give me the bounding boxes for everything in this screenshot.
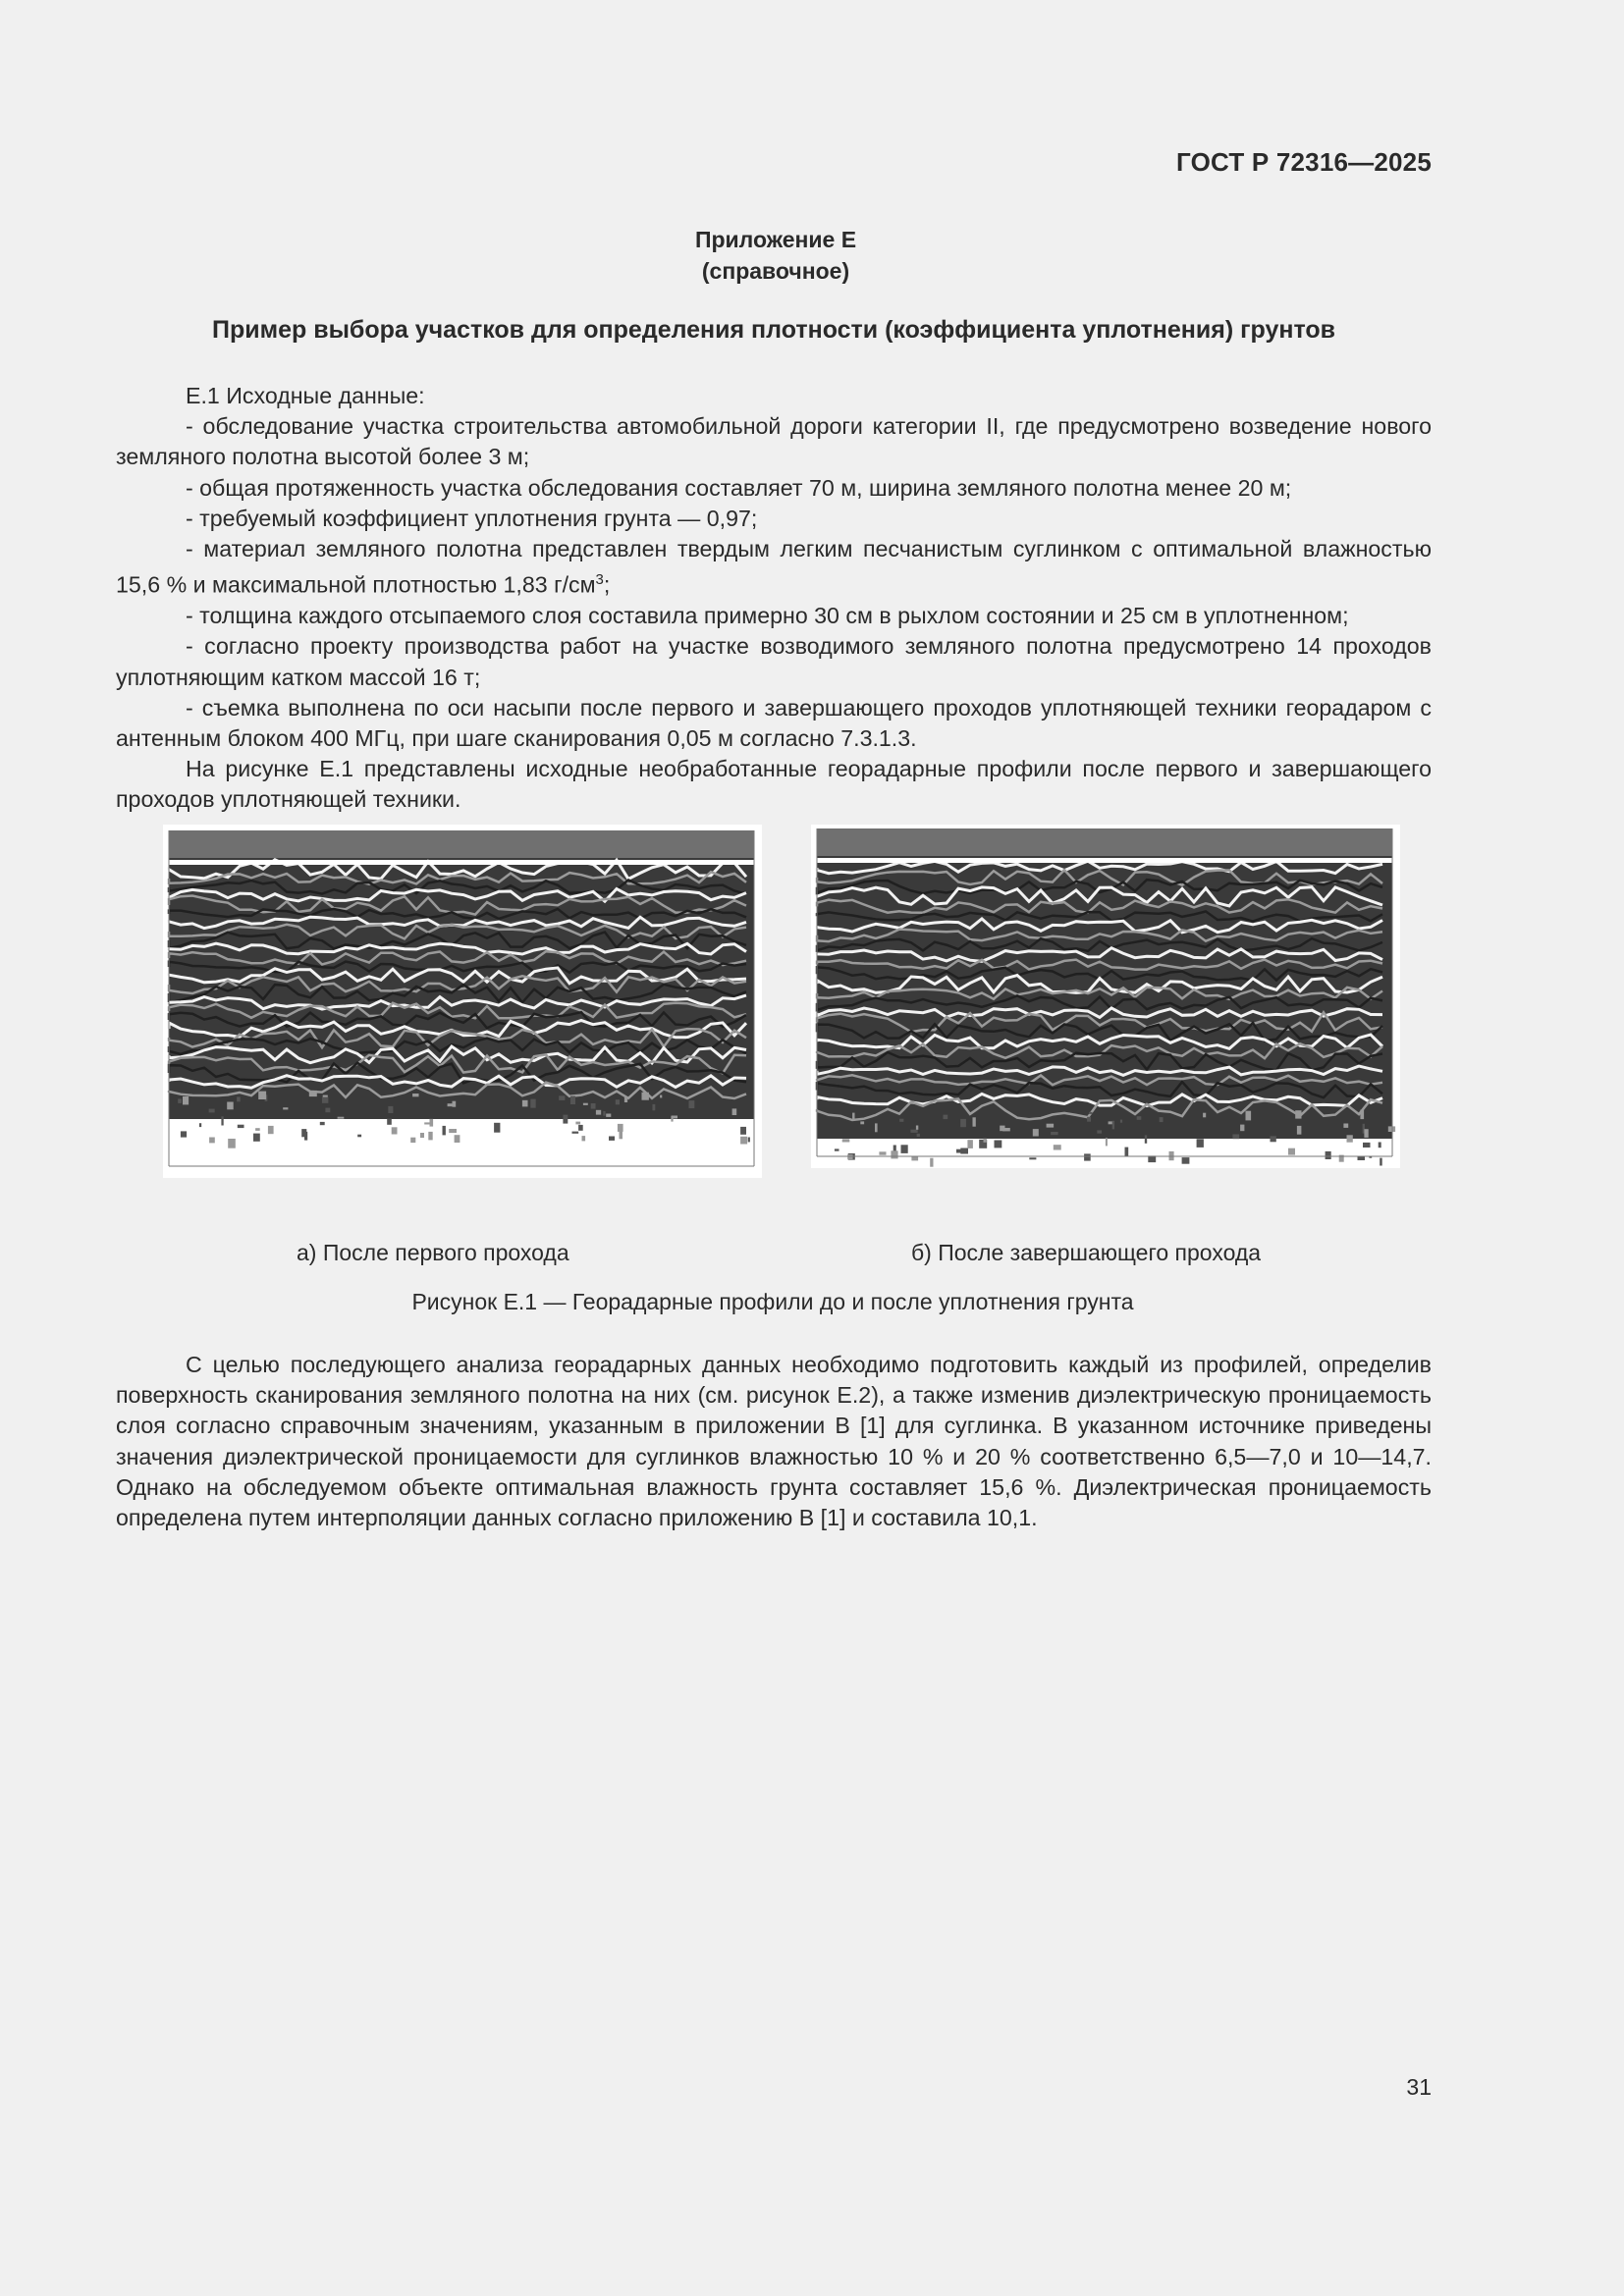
material-text: - материал земляного полотна представлен твердым легким песчанистым суглинком с оптимальной влажностью 15,6 % и максимальной плотностью 1,83 г/см	[116, 536, 1432, 598]
appendix-title: Приложение Е	[694, 227, 857, 252]
appendix-subtitle: (справочное)	[701, 258, 850, 284]
intro-item: - толщина каждого отсыпаемого слоя составила примерно 30 см в рыхлом состоянии и 25 см в уплотненном;	[186, 603, 1349, 629]
intro-item: - общая протяженность участка обследования составляет 70 м, ширина земляного полотна менее 20 м;	[186, 474, 1292, 501]
material-sup: 3	[595, 571, 604, 589]
gpr-profile-final-pass	[811, 825, 1400, 1168]
intro-item: - согласно проекту производства работ на участке возводимого земляного полотна предусмотрено 14 проходов уплотняющим катком массой 16 т;	[116, 633, 1432, 690]
figure-intro: На рисунке Е.1 представлены исходные необработанные георадарные профили после первого и завершающего проходов уплотняющей техники.	[116, 756, 1432, 813]
intro-item-material	[116, 534, 1432, 601]
appendix-heading	[0, 224, 1551, 287]
gpr-radargram-b	[811, 825, 1400, 1168]
figure-e1	[163, 825, 1400, 1178]
gpr-radargram-a	[163, 825, 762, 1178]
intro-block	[116, 381, 1432, 816]
analysis-paragraph: С целью последующего анализа георадарных данных необходимо подготовить каждый из профилей, определив поверхность сканирования земляного полотна на них (см. рисунок Е.2), а также изменив диэлектрическую проницаемость слоя согласно справочным значениям, указанным в приложении В [1] для суглинка. В указанном источнике приведены значения диэлектрической проницаемости для суглинков влажностью 10 % и 20 % соответственно 6,5—7,0 и 10—14,7. Однако на обследуемом объекте оптимальная влажность грунта составляет 15,6 %. Диэлектрическая проницаемость определена путем интерполяции данных согласно приложению В [1] и составила 10,1.	[116, 1352, 1432, 1531]
figure-caption-a: а) После первого прохода	[297, 1240, 569, 1265]
material-suffix: ;	[603, 571, 611, 598]
intro-item: - съемка выполнена по оси насыпи после первого и завершающего проходов уплотняющей техники георадаром с антенным блоком 400 МГц, при шаге сканирования 0,05 м согласно 7.3.1.3.	[116, 694, 1432, 751]
figure-caption-b: б) После завершающего прохода	[911, 1240, 1262, 1265]
gpr-profile-first-pass	[163, 825, 762, 1178]
analysis-block	[116, 1350, 1432, 1533]
intro-heading: Е.1 Исходные данные:	[186, 383, 425, 408]
page-number: 31	[1406, 2074, 1432, 2100]
section-title: Пример выбора участков для определения плотности (коэффициента уплотнения) грунтов	[211, 316, 1336, 344]
figure-caption: Рисунок Е.1 — Георадарные профили до и после уплотнения грунта	[411, 1289, 1134, 1314]
intro-item: - обследование участка строительства автомобильной дороги категории II, где предусмотрено возведение нового земляного полотна высотой более 3 м;	[116, 413, 1432, 470]
intro-item: - требуемый коэффициент уплотнения грунта — 0,97;	[186, 505, 758, 531]
standard-number: ГОСТ Р 72316—2025	[1176, 147, 1432, 177]
